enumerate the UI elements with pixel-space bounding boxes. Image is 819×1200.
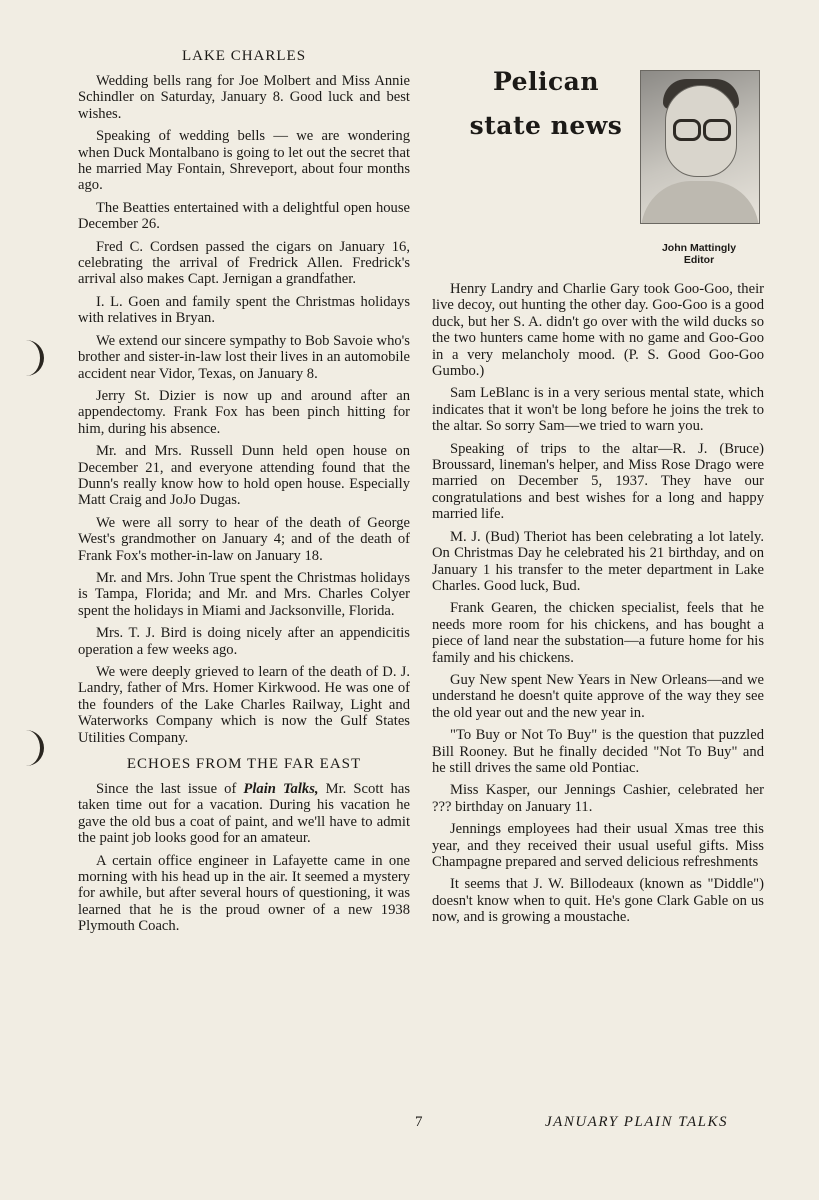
paragraph: Henry Landry and Charlie Gary took Goo-Goo, their live decoy, out hunting the other day. Goo-Goo is a good duck, but her S. A. didn't go over with the wild ducks so the two hunters came home with no game and Goo-Goo in a very melancholy mood. (P. S. Good Goo-Goo Gumbo.) bbox=[432, 281, 764, 380]
paragraph: It seems that J. W. Billodeaux (known as "Diddle") doesn't know when to quit. He's gone Clark Gable on us now, and is growing a moustache. bbox=[432, 876, 764, 926]
paragraph: Frank Gearen, the chicken specialist, feels that he needs more room for his chickens, and has bought a piece of land near the substation—a future home for his family and his chickens. bbox=[432, 600, 764, 666]
punch-hole-lower bbox=[18, 730, 44, 766]
paragraph: Mr. and Mrs. Russell Dunn held open house on December 21, and everyone attending found that the Dunn's really know how to hold open house. Especially Matt Craig and JoJo Dugas. bbox=[78, 443, 410, 509]
paragraph: Jennings employees had their usual Xmas tree this year, and they received their usual useful gifts. Miss Champagne prepared and served delicious refreshments bbox=[432, 821, 764, 870]
paragraph: "To Buy or Not To Buy" is the question that puzzled Bill Rooney. But he finally decided "Not To Buy" and he still drives the same old Pontiac. bbox=[432, 727, 764, 776]
paragraph: Wedding bells rang for Joe Molbert and Miss Annie Schindler on Saturday, January 8. Good luck and best wishes. bbox=[78, 73, 410, 122]
paragraph: Guy New spent New Years in New Orleans—and we understand he doesn't quite approve of the way they see the old year out and the new year in. bbox=[432, 671, 764, 721]
masthead bbox=[432, 46, 764, 281]
running-title: JANUARY PLAIN TALKS bbox=[545, 1114, 728, 1130]
paragraph: Miss Kasper, our Jennings Cashier, celebrated her ??? birthday on January 11. bbox=[432, 782, 764, 815]
paragraph: Jerry St. Dizier is now up and around after an appendectomy. Frank Fox has been pinch hitting for him, during his absence. bbox=[78, 387, 410, 437]
paragraph: The Beatties entertained with a delightful open house December 26. bbox=[78, 199, 410, 233]
paragraph: A certain office engineer in Lafayette came in one morning with his head up in the air. It seemed a mystery for awhile, but after several hours of questioning, it was learned that he is the proud owner of a new 1938 Plymouth Coach. bbox=[78, 852, 410, 935]
paragraph: We were deeply grieved to learn of the death of D. J. Landry, father of Mrs. Homer Kirkwood. He was one of the founders of the Lake Charles Railway, Light and Waterworks Company which is now the Gulf States Utilities Company. bbox=[78, 664, 410, 746]
portrait-glasses-right bbox=[703, 119, 731, 141]
paragraph: Speaking of wedding bells — we are wondering when Duck Montalbano is going to let out the secret that he married May Fontain, Shreveport, about four months ago. bbox=[78, 128, 410, 194]
paragraph: Fred C. Cordsen passed the cigars on January 16, celebrating the arrival of Fredrick Allen. Fredrick's arrival also makes Capt. Jernigan a grandfather. bbox=[78, 238, 410, 288]
portrait-glasses-left bbox=[673, 119, 701, 141]
paragraph: I. L. Goen and family spent the Christmas holidays with relatives in Bryan. bbox=[78, 293, 410, 327]
paragraph: Sam LeBlanc is in a very serious mental state, which indicates that it won't be long before he joins the trek to the altar. So sorry Sam—we tried to warn you. bbox=[432, 385, 764, 435]
section-heading-echoes: ECHOES FROM THE FAR EAST bbox=[126, 756, 362, 773]
portrait-shoulders bbox=[641, 181, 759, 224]
photo-caption bbox=[640, 242, 758, 266]
caption-name: John Mattingly bbox=[661, 242, 737, 254]
paragraph: M. J. (Bud) Theriot has been celebrating a lot lately. On Christmas Day he celebrated his 21 birthday, and on January 1 his transfer to the meter department in Lake Charles. Good luck, Bud. bbox=[432, 528, 764, 594]
paragraph: Speaking of trips to the altar—R. J. (Bruce) Broussard, lineman's helper, and Miss Rose Drago were married on December 5, 1937. They have our congratulations and best wishes for a long and happy married life. bbox=[432, 440, 764, 523]
paragraph: Mrs. T. J. Bird is doing nicely after an appendicitis operation a few weeks ago. bbox=[78, 625, 410, 658]
paragraph: We extend our sincere sympathy to Bob Savoie who's brother and sister-in-law lost their lives in an automobile accident near Vidor, Texas, on January 8. bbox=[78, 332, 410, 382]
paragraph: We were all sorry to hear of the death of George West's grandmother on January 4; and of the death of Frank Fox's mother-in-law on January 18. bbox=[78, 514, 410, 564]
caption-role: Editor bbox=[683, 254, 715, 266]
paragraph: Mr. and Mrs. John True spent the Christmas holidays is Tampa, Florida; and Mr. and Mrs. Charles Colyer spent the holidays in Miami and Jacksonville, Florida. bbox=[78, 569, 410, 619]
masthead-title bbox=[456, 60, 636, 148]
masthead-line-1: Pelican bbox=[492, 67, 600, 96]
page-number: 7 bbox=[415, 1114, 423, 1130]
paragraph bbox=[78, 781, 410, 847]
text-span: Since the last issue of bbox=[96, 781, 244, 798]
publication-name: Plain Talks, bbox=[243, 781, 319, 798]
text-span: Mr. Scott has taken time out for a vacation. During his vacation he gave the old bus a coat of paint, and we'll have to admit the paint job looks good for an amateur. bbox=[78, 781, 410, 847]
left-column bbox=[78, 46, 410, 941]
masthead-line-2: state news bbox=[469, 111, 623, 140]
section-heading-lake-charles: LAKE CHARLES bbox=[181, 48, 307, 64]
editor-portrait-photo bbox=[640, 70, 760, 224]
right-column bbox=[432, 46, 764, 932]
punch-hole-upper bbox=[18, 340, 44, 376]
